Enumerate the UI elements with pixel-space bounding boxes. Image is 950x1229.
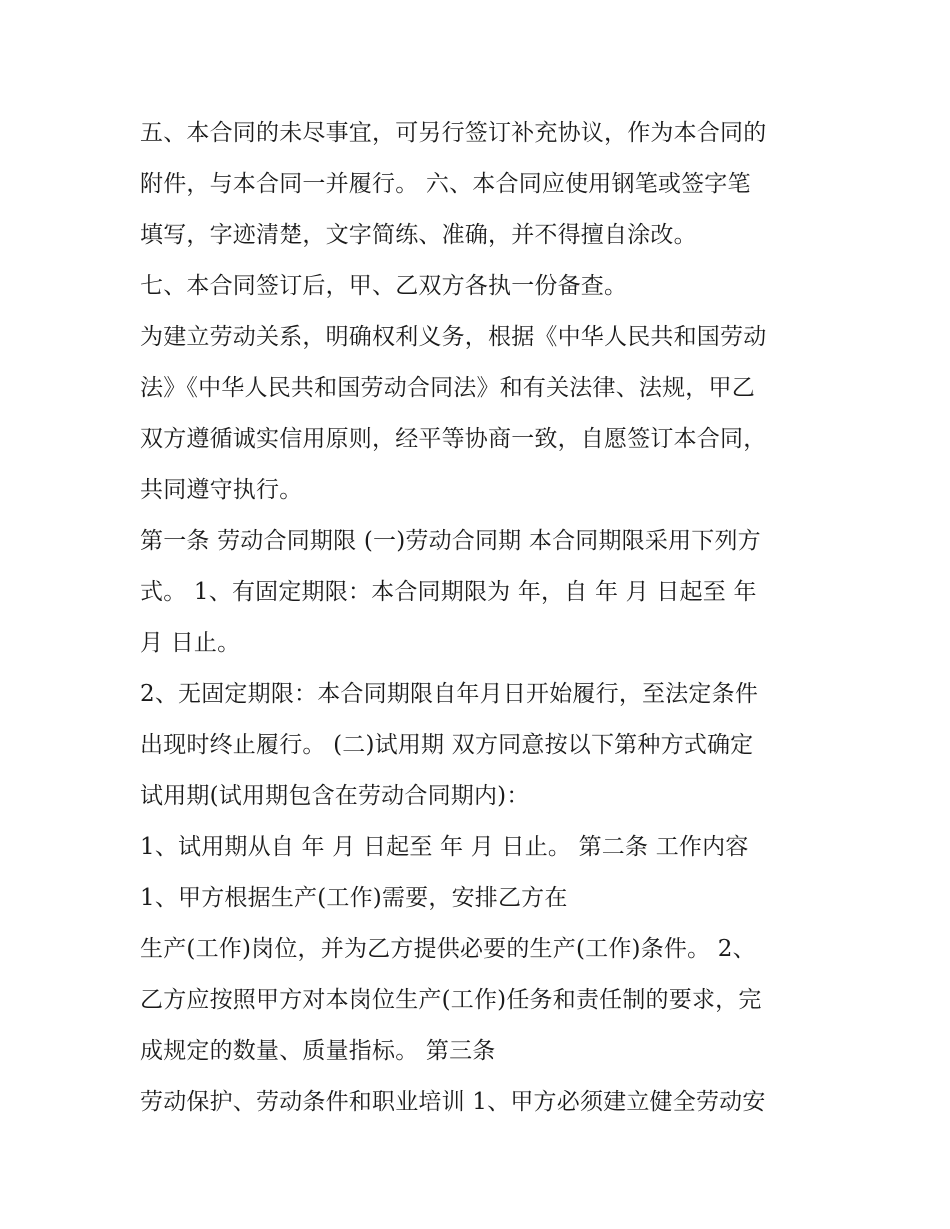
text-line: 生产(工作)岗位，并为乙方提供必要的生产(工作)条件。 2、 — [140, 936, 756, 962]
text-line: 七、本合同签订后，甲、乙双方各执一份备查。 — [140, 273, 628, 299]
text-line: 填写，字迹清楚，文字简练、准确，并不得擅自涂改。 — [140, 222, 697, 248]
text-line: 双方遵循诚实信用原则，经平等协商一致，自愿签订本合同， — [140, 426, 767, 452]
text-line: 月 日止。 — [140, 630, 241, 656]
document-body — [140, 108, 820, 1128]
text-line: 1、试用期从自 年 月 日起至 年 月 日止。 第二条 工作内容 — [140, 834, 749, 860]
text-line: 试用期(试用期包含在劳动合同期内)： — [140, 783, 530, 809]
text-line: 式。 1、有固定期限：本合同期限为 年，自 年 月 日起至 年 — [140, 579, 757, 605]
text-line: 为建立劳动关系，明确权利义务，根据《中华人民共和国劳动 — [140, 324, 767, 350]
text-line: 五、本合同的未尽事宜，可另行签订补充协议，作为本合同的 — [140, 120, 767, 146]
text-line: 1、甲方根据生产(工作)需要，安排乙方在 — [140, 885, 568, 911]
text-line: 附件，与本合同一并履行。 六、本合同应使用钢笔或签字笔 — [140, 171, 751, 197]
text-line: 成规定的数量、质量指标。 第三条 — [140, 1038, 496, 1064]
text-line: 第一条 劳动合同期限 (一)劳动合同期 本合同期限采用下列方 — [140, 528, 761, 554]
text-line: 乙方应按照甲方对本岗位生产(工作)任务和责任制的要求，完 — [140, 987, 762, 1013]
text-line: 法》《中华人民共和国劳动合同法》和有关法律、法规，甲乙 — [140, 375, 755, 401]
text-line: 2、无固定期限：本合同期限自年月日开始履行，至法定条件 — [140, 681, 759, 707]
text-line: 共同遵守执行。 — [140, 477, 303, 503]
text-line: 出现时终止履行。 (二)试用期 双方同意按以下第种方式确定 — [140, 732, 754, 758]
text-line: 劳动保护、劳动条件和职业培训 1、甲方必须建立健全劳动安 — [140, 1089, 766, 1115]
